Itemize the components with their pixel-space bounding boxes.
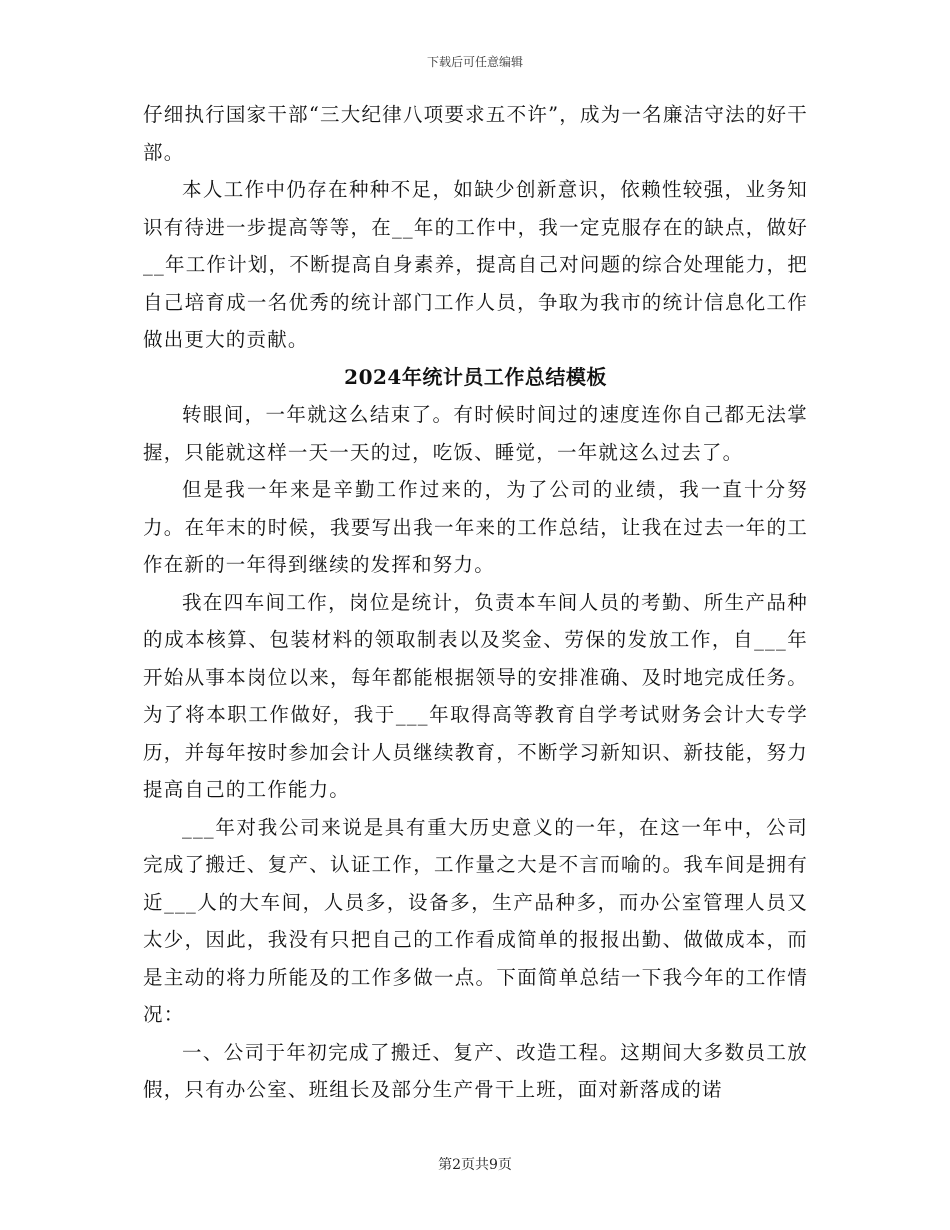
paragraph-1: 仔细执行国家干部“三大纪律八项要求五不许”，成为一名廉洁守法的好干部。 — [143, 103, 808, 164]
paragraph-3: 转眼间，一年就这么结束了。有时候时间过的速度连你自己都无法掌握，只能就这样一天一天的过，吃饭、睡觉，一年就这么过去了。 — [143, 403, 808, 464]
paragraph-6: ___年对我公司来说是具有重大历史意义的一年，在这一年中，公司完成了搬迁、复产、认证工作，工作量之大是不言而喻的。我车间是拥有近___人的大车间，人员多，设备多，生产品种多，而办公室管理人员又太少，因此，我没有只把自己的工作看成简单的报报出勤、做做成本，而是主动的将力所能及的工作多做一点。下面简单总结一下我今年的工作情况： — [143, 815, 808, 1026]
page-header: 下载后可任意编辑 — [426, 55, 523, 69]
document-body — [143, 96, 808, 1109]
paragraph-5: 我在四车间工作，岗位是统计，负责本车间人员的考勤、所生产品种的成本核算、包装材料的领取制表以及奖金、劳保的发放工作，自___年开始从事本岗位以来，每年都能根据领导的安排准确、及时地完成任务。为了将本职工作做好，我于___年取得高等教育自学考试财务会计大专学历，并每年按时参加会计人员继续教育，不断学习新知识、新技能，努力提高自己的工作能力。 — [143, 590, 808, 801]
paragraph-7: 一、公司于年初完成了搬迁、复产、改造工程。这期间大多数员工放假，只有办公室、班组长及部分生产骨干上班，面对新落成的诺 — [143, 1040, 808, 1101]
section-title: 2024年统计员工作总结模板 — [344, 364, 607, 389]
page-footer: 第2页共9页 — [438, 1157, 512, 1173]
paragraph-4: 但是我一年来是辛勤工作过来的，为了公司的业绩，我一直十分努力。在年末的时候，我要写出我一年来的工作总结，让我在过去一年的工作在新的一年得到继续的发挥和努力。 — [143, 478, 808, 576]
paragraph-2: 本人工作中仍存在种种不足，如缺少创新意识，依赖性较强，业务知识有待进一步提高等等，在__年的工作中，我一定克服存在的缺点，做好__年工作计划，不断提高自身素养，提高自己对问题的综合处理能力，把自己培育成一名优秀的统计部门工作人员，争取为我市的统计信息化工作做出更大的贡献。 — [143, 178, 808, 351]
